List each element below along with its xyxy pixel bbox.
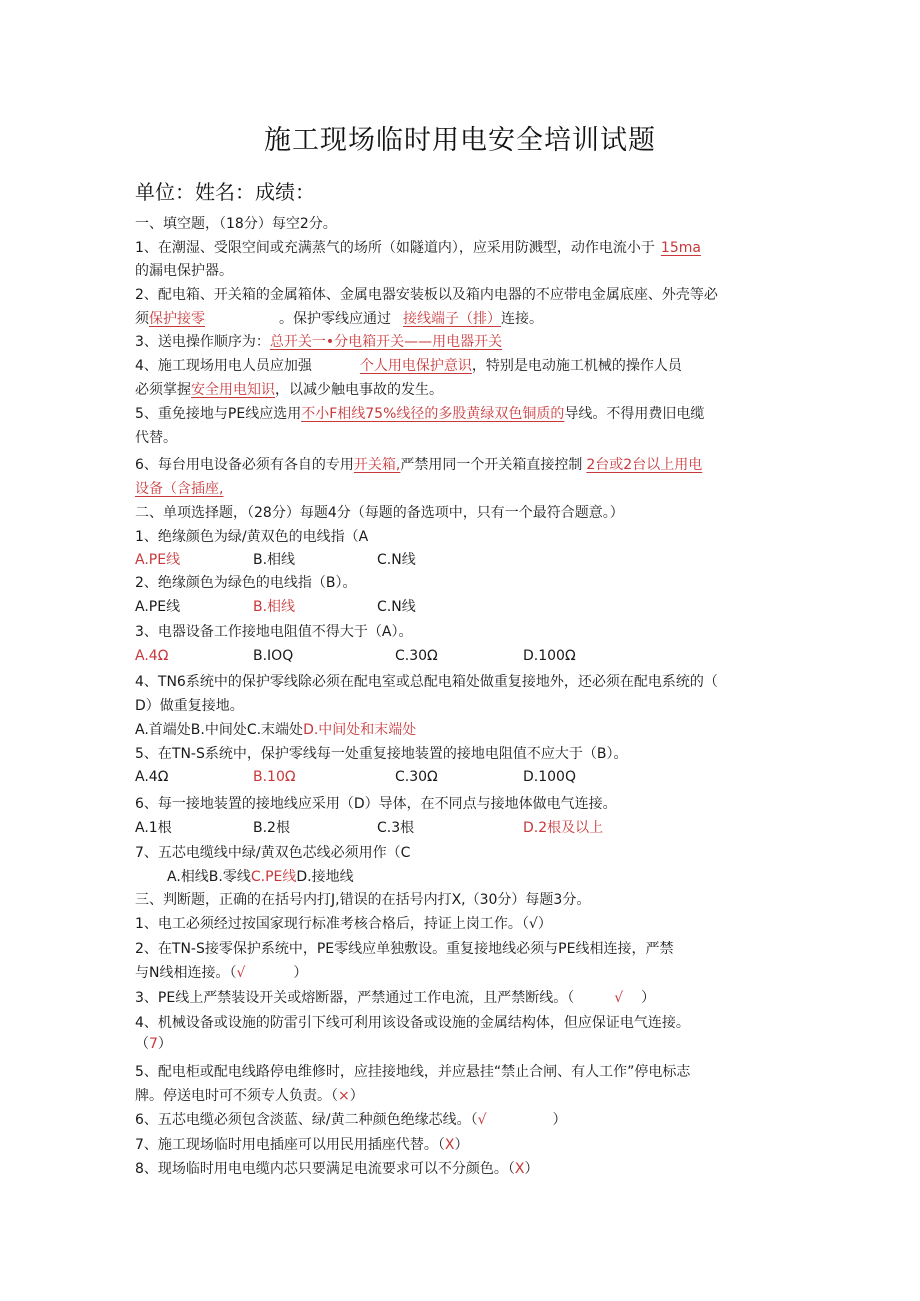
s3-q7-answer: X — [444, 1137, 455, 1153]
s1-q2-line1: 2、配电箱、开关箱的金属箱体、金属电器安装板以及箱内电器的不应带电金属底座、外壳等必 — [135, 287, 718, 303]
s1-q4-answer2: 安全用电知识 — [191, 382, 275, 398]
s2-q4-options — [135, 720, 416, 740]
s3-q6-answer: √ — [477, 1112, 487, 1128]
s2-q7: 7、五芯电缆线中绿/黄双色芯线必须用作（C — [135, 845, 411, 861]
s2-q5-option-a: A.4Ω — [135, 769, 169, 785]
s2-q6-option-b: B.2根 — [253, 820, 290, 836]
s2-q1-option-b: B.相线 — [253, 552, 296, 568]
s3-q8: 8、现场临时用电电缆内芯只要满足电流要求可以不分颜色。（X） — [135, 1161, 539, 1177]
s2-q1: 1、绝缘颜色为绿/黄双色的电线指（A — [135, 529, 369, 545]
s1-q4-line2: 必须掌握安全用电知识，以减少触电事故的发生。 — [135, 382, 443, 398]
s3-q3-answer: √ — [614, 990, 624, 1006]
s1-q5-line2: 代替。 — [135, 430, 177, 446]
s2-q7-options — [167, 867, 354, 887]
header-info-line: 单位：姓名：成绩： — [135, 180, 315, 204]
s2-q2-option-a: A.PE线 — [135, 599, 181, 615]
section3-heading: 三、判断题，正确的在括号内打J,错误的在括号内打X,（30分）每题3分。 — [135, 892, 591, 908]
s2-q7-options-ab: A.相线B.零线 — [167, 869, 251, 885]
s3-q2-answer: √ — [236, 965, 246, 981]
s1-q6-line1: 6、每台用电设备必须有各自的专用开关箱,严禁用同一个开关箱直接控制 2台或2台以上用电 — [135, 457, 703, 473]
s3-q2-line2: 与N线相连接。（√ ） — [135, 965, 308, 981]
s2-q7-option-c: C.PE线 — [250, 869, 297, 885]
page-title: 施工现场临时用电安全培训试题 — [264, 125, 656, 156]
s3-q6: 6、五芯电缆必须包含淡蓝、绿/黄二种颜色绝缘芯线。（√ ） — [135, 1112, 567, 1128]
s1-q4-line1: 4、施工现场用电人员应加强 个人用电保护意识，特别是电动施工机械的操作人员 — [135, 358, 682, 374]
s2-q2-option-b: B.相线 — [253, 599, 296, 615]
s2-q6: 6、每一接地装置的接地线应采用（D）导体，在不同点与接地体做电气连接。 — [135, 796, 617, 812]
s1-q3: 3、送电操作顺序为：总开关一•分电箱开关——用电器开关 — [135, 332, 707, 352]
s2-q6-option-d: D.2根及以上 — [523, 820, 604, 836]
s2-q4-option-d: D.中间处和末端处 — [303, 722, 417, 738]
s2-q2-options — [135, 597, 735, 617]
s3-q5-line1: 5、配电柜或配电线路停电维修时，应挂接地线，并应悬挂“禁止合闸、有人工作”停电标志 — [135, 1064, 691, 1080]
s1-q2-answer1: 保护接零 — [149, 311, 205, 327]
s3-q1: 1、电工必须经过按国家现行标准考核合格后，持证上岗工作。（√） — [135, 916, 552, 932]
s1-q5-answer: 不小F相线75%线径的多股黄绿双色铜质的 — [301, 406, 565, 422]
s3-q4-line2: （7） — [135, 1036, 172, 1052]
s2-q3-option-a: A.4Ω — [135, 648, 169, 664]
s2-q5-option-b: B.10Ω — [253, 769, 296, 785]
s2-q5-options — [135, 767, 775, 787]
s3-q4-answer: 7 — [149, 1036, 158, 1052]
s2-q5: 5、在TN-S系统中，保护零线每一处重复接地装置的接地电阻值不应大于（B）。 — [135, 746, 628, 762]
s2-q6-options — [135, 818, 775, 838]
s1-q4-answer1: 个人用电保护意识 — [359, 358, 472, 374]
s2-q3-options — [135, 646, 775, 666]
s2-q7-option-d: D.接地线 — [296, 869, 354, 885]
s1-q6-answer2b: 设备（含插座, — [135, 481, 224, 497]
s2-q2: 2、绝缘颜色为绿色的电线指（B）。 — [135, 575, 357, 591]
s2-q2-option-c: C.N线 — [377, 599, 416, 615]
s1-q5-line1: 5、重免接地与PE线应选用不小F相线75%线径的多股黄绿双色铜质的导线。不得用费旧电缆 — [135, 406, 705, 422]
s3-q5-answer: × — [338, 1088, 350, 1104]
s2-q4-options-abc: A.首端处B.中间处C.末端处 — [135, 722, 304, 738]
s2-q3-option-d: D.100Ω — [523, 648, 576, 664]
s2-q6-option-c: C.3根 — [377, 820, 415, 836]
s1-q3-answer: 总开关一•分电箱开关——用电器开关 — [269, 334, 503, 350]
s3-q5-line2: 牌。停送电时可不须专人负责。（×） — [135, 1088, 364, 1104]
s3-q4-line1: 4、机械设备或设施的防雷引下线可利用该设备或设施的金属结构体，但应保证电气连接。 — [135, 1015, 690, 1031]
s2-q3: 3、电器设备工作接地电阻值不得大于（A）。 — [135, 624, 413, 640]
s2-q5-option-d: D.100Q — [523, 769, 576, 785]
s2-q1-option-c: C.N线 — [377, 552, 416, 568]
s1-q6-answer2a: 2台或2台以上用电 — [586, 457, 703, 473]
s2-q1-options — [135, 550, 735, 570]
s1-q1-line2: 的漏电保护器。 — [135, 263, 233, 279]
s1-q1-line1: 1、在潮湿、受限空间或充满蒸气的场所（如隧道内），应采用防溅型，动作电流小于 15ma — [135, 240, 701, 256]
s2-q4-line2: D）做重复接地。 — [135, 698, 244, 714]
s3-q8-answer: X — [514, 1161, 525, 1177]
s1-q6-answer1: 开关箱, — [353, 457, 401, 473]
s2-q4-line1: 4、TN6系统中的保护零线除必须在配电室或总配电箱处做重复接地外，还必须在配电系统的（ — [135, 674, 718, 690]
s3-q7: 7、施工现场临时用电插座可以用民用插座代替。（X） — [135, 1137, 469, 1153]
s1-q2-answer2: 接线端子（排） — [403, 311, 501, 327]
s2-q3-option-c: C.30Ω — [395, 648, 438, 664]
s2-q1-option-a: A.PE线 — [135, 552, 181, 568]
s2-q5-option-c: C.30Ω — [395, 769, 438, 785]
section1-heading: 一、填空题，（18分）每空2分。 — [135, 216, 337, 232]
s1-q2-line2: 须保护接零 。保护零线应通过 接线端子（排）连接。 — [135, 311, 543, 327]
s2-q3-option-b: B.IOQ — [253, 648, 294, 664]
s1-q6-line2 — [135, 479, 223, 499]
s1-q1-answer: 15ma — [660, 240, 701, 256]
s3-q3: 3、PE线上严禁装设开关或熔断器，严禁通过工作电流，且严禁断线。（ √ ） — [135, 990, 656, 1006]
s3-q2-line1: 2、在TN-S接零保护系统中，PE零线应单独敷设。重复接地线必须与PE线相连接，严禁 — [135, 941, 674, 957]
s2-q6-option-a: A.1根 — [135, 820, 172, 836]
section2-heading: 二、单项选择题，（28分）每题4分（每题的备选项中，只有一个最符合题意。） — [135, 505, 624, 521]
